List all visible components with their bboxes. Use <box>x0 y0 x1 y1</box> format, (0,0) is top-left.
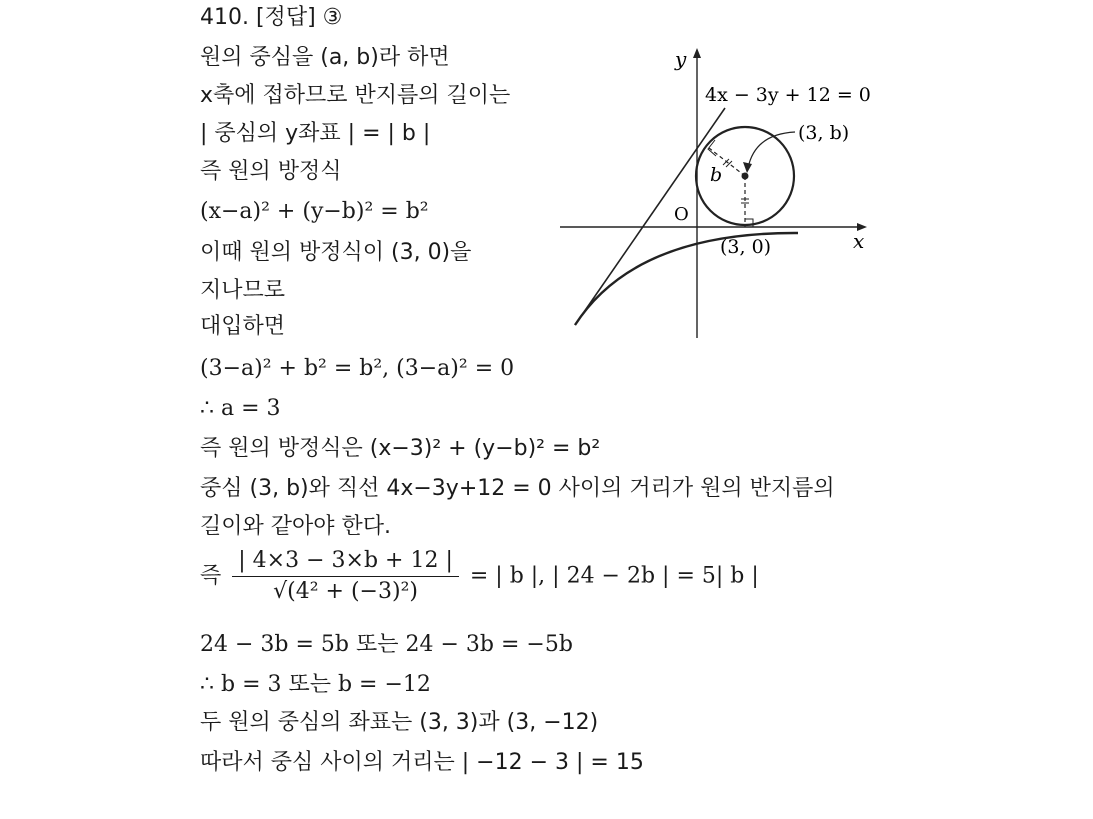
text-line-17: 두 원의 중심의 좌표는 (3, 3)과 (3, −12) <box>200 710 599 735</box>
tangent-line <box>575 108 725 325</box>
equation-line-10: ∴ a = 3 <box>200 396 281 421</box>
distance-fraction <box>232 548 459 605</box>
tangent-line-label: 4x − 3y + 12 = 0 <box>705 84 871 106</box>
answer-title: 410. [정답] ③ <box>200 5 343 30</box>
radius-label: b <box>710 164 723 186</box>
center-pointer-arrowhead <box>743 162 752 173</box>
equation-line-5: (x−a)² + (y−b)² = b² <box>200 199 429 224</box>
fraction-rest: = | b |, | 24 − 2b | = 5| b | <box>469 563 759 589</box>
origin-label: O <box>674 204 689 225</box>
y-axis-arrow <box>693 48 701 58</box>
fraction-numerator: | 4×3 − 3×b + 12 | <box>232 548 459 577</box>
center-pointer-arrow <box>748 132 795 168</box>
fraction-prefix: 즉 <box>200 563 222 589</box>
text-line-18: 따라서 중심 사이의 거리는 | −12 − 3 | = 15 <box>200 750 644 775</box>
tangent-point-label: (3, 0) <box>720 236 772 258</box>
text-line-3: | 중심의 y좌표 | = | b | <box>200 121 431 146</box>
text-line-11: 즉 원의 방정식은 (x−3)² + (y−b)² = b² <box>200 436 601 461</box>
y-axis-label: y <box>675 47 687 71</box>
equation-line-9: (3−a)² + b² = b², (3−a)² = 0 <box>200 356 515 381</box>
text-line-12: 중심 (3, b)와 직선 4x−3y+12 = 0 사이의 거리가 원의 반지름의 <box>200 476 835 501</box>
text-line-1: 원의 중심을 (a, b)라 하면 <box>200 45 450 70</box>
equation-line-16: ∴ b = 3 또는 b = −12 <box>200 672 431 697</box>
tick-mark-1 <box>723 159 729 165</box>
center-label: (3, b) <box>798 122 850 144</box>
text-line-2: x축에 접하므로 반지름의 길이는 <box>200 83 511 108</box>
text-line-8: 대입하면 <box>200 314 286 339</box>
fraction-denominator: √(4² + (−3)²) <box>273 579 418 604</box>
text-line-4: 즉 원의 방정식 <box>200 159 342 184</box>
text-line-13: 길이와 같아야 한다. <box>200 514 391 539</box>
fraction-line-14 <box>200 548 759 605</box>
text-line-6: 이때 원의 방정식이 (3, 0)을 <box>200 240 472 265</box>
circle-tangent-figure <box>555 42 895 342</box>
equation-line-15: 24 − 3b = 5b 또는 24 − 3b = −5b <box>200 632 573 657</box>
x-axis-label: x <box>853 229 865 253</box>
text-line-7: 지나므로 <box>200 278 286 303</box>
